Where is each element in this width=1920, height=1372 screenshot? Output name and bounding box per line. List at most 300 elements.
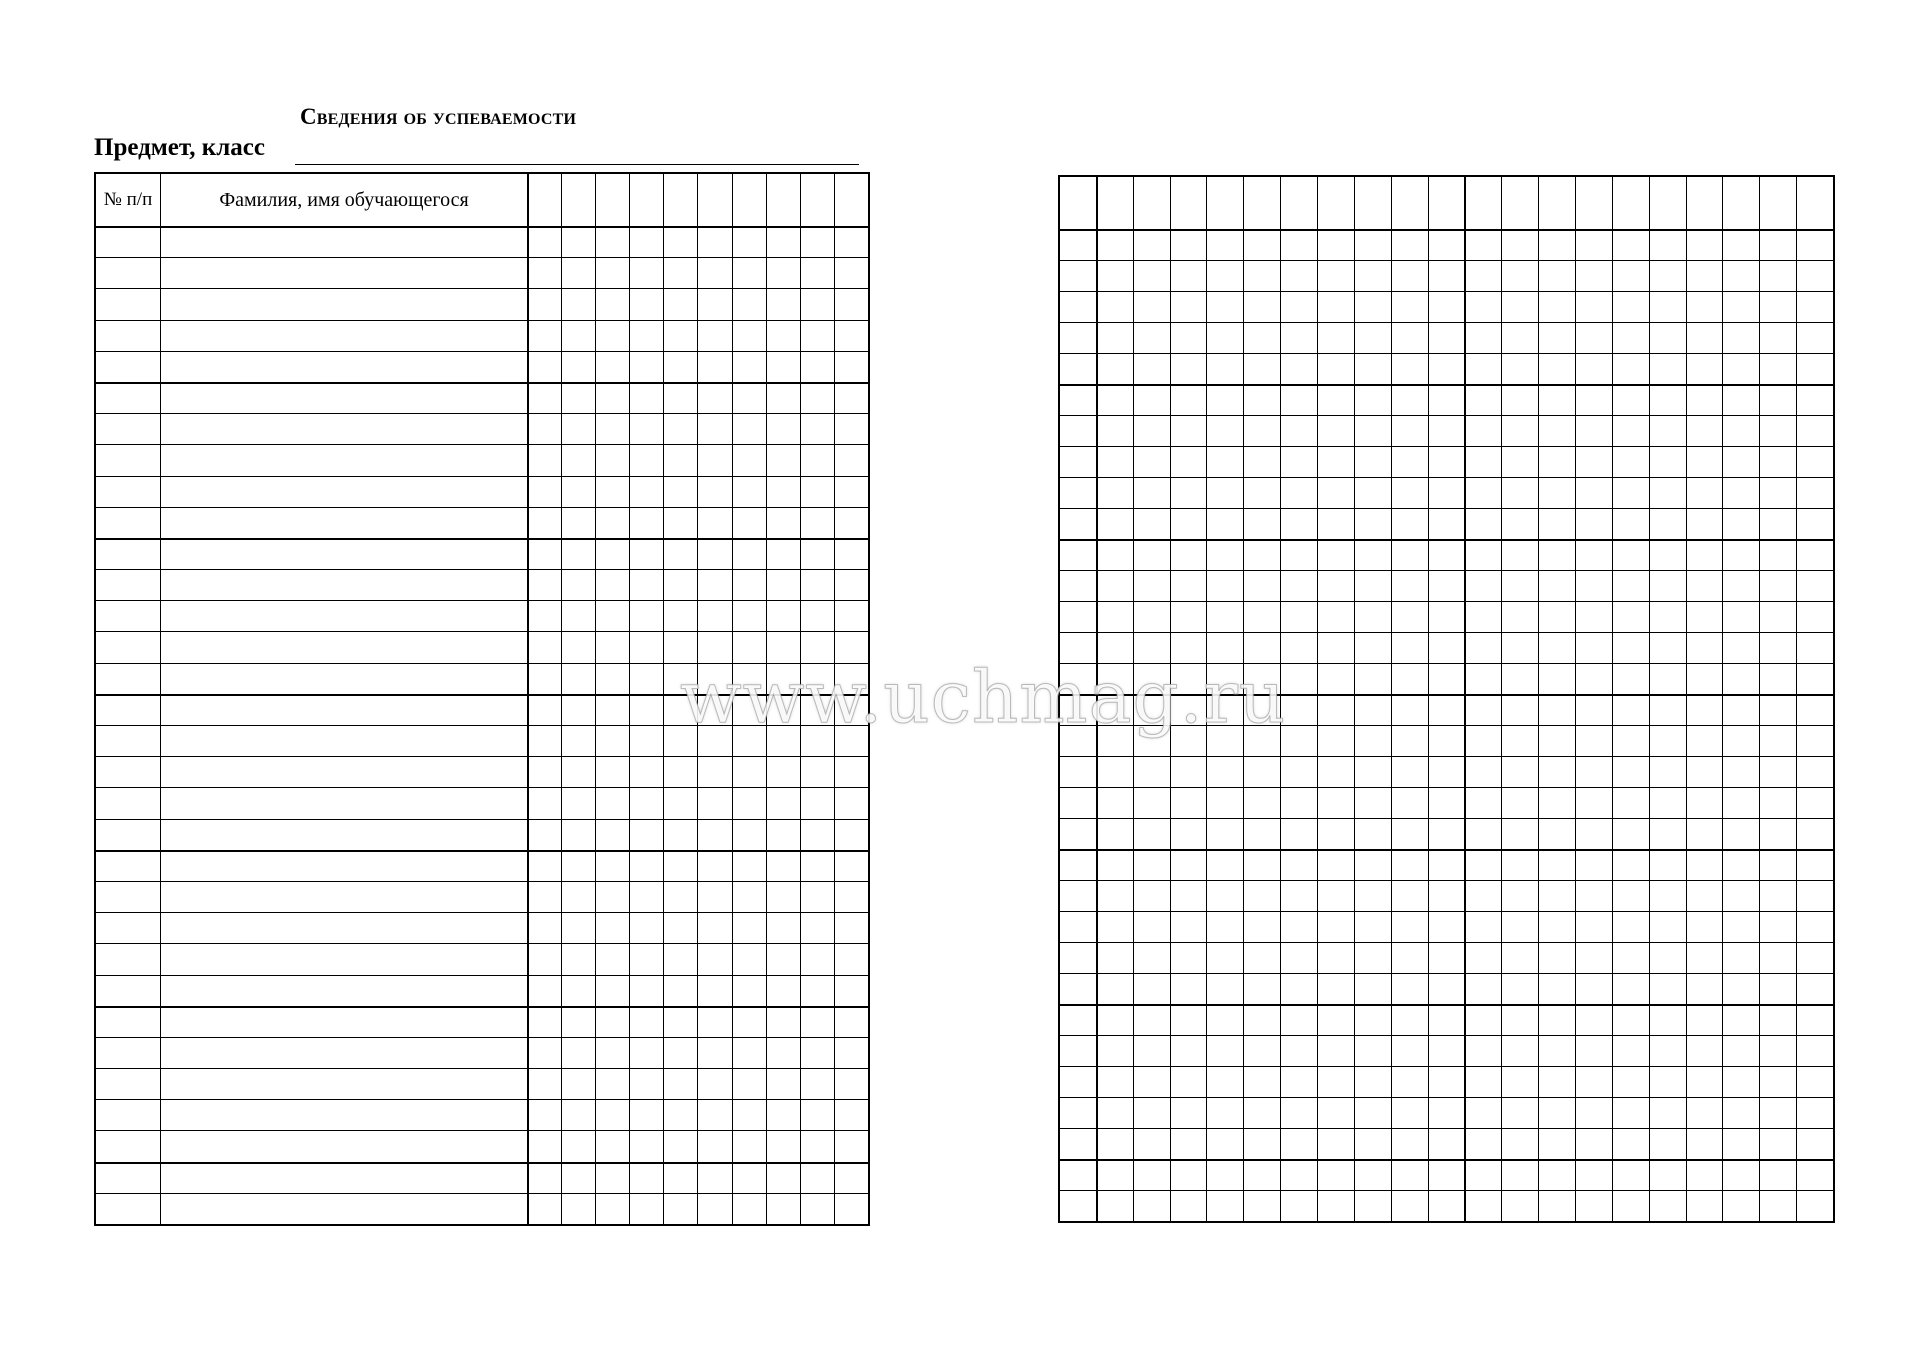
grade-cell[interactable] [1060, 1160, 1096, 1190]
grade-cell[interactable] [1797, 943, 1833, 973]
grade-cell[interactable] [1502, 354, 1538, 384]
grade-cell[interactable] [801, 445, 834, 475]
grade-cell[interactable] [1207, 974, 1243, 1004]
grade-cell[interactable] [1760, 540, 1796, 570]
grade-cell[interactable] [1539, 1005, 1575, 1035]
grade-cell[interactable] [1613, 912, 1649, 942]
grade-cell[interactable] [1244, 819, 1280, 849]
grade-cell[interactable] [1392, 974, 1428, 1004]
grade-cell[interactable] [1207, 478, 1243, 508]
row-number-cell[interactable] [96, 1163, 160, 1193]
grade-cell[interactable] [528, 851, 561, 881]
grade-cell[interactable] [1281, 1036, 1317, 1066]
grade-cell[interactable] [1281, 323, 1317, 353]
grade-cell[interactable] [528, 882, 561, 912]
grade-cell[interactable] [1244, 416, 1280, 446]
grade-cell[interactable] [801, 352, 834, 382]
grade-cell[interactable] [630, 913, 663, 943]
grade-cell[interactable] [767, 882, 800, 912]
student-name-cell[interactable] [161, 944, 527, 974]
grade-cell[interactable] [1465, 447, 1501, 477]
grade-cell[interactable] [1207, 1191, 1243, 1221]
grade-cell[interactable] [767, 788, 800, 818]
grade-cell[interactable] [1318, 571, 1354, 601]
grade-cell[interactable] [1687, 354, 1723, 384]
grade-cell[interactable] [1613, 478, 1649, 508]
grade-cell[interactable] [664, 570, 697, 600]
grade-cell[interactable] [1318, 540, 1354, 570]
grade-cell[interactable] [664, 289, 697, 319]
grade-cell[interactable] [733, 289, 766, 319]
grade-cell[interactable] [1723, 292, 1759, 322]
grade-cell[interactable] [1281, 664, 1317, 694]
grade-cell[interactable] [630, 1007, 663, 1037]
grade-cell[interactable] [1502, 726, 1538, 756]
grade-cell[interactable] [1502, 571, 1538, 601]
grade-cell[interactable] [1613, 447, 1649, 477]
grade-cell[interactable] [1244, 1005, 1280, 1035]
grade-cell[interactable] [664, 820, 697, 850]
grade-cell[interactable] [1650, 974, 1686, 1004]
grade-cell[interactable] [1244, 757, 1280, 787]
grade-cell[interactable] [1318, 757, 1354, 787]
grade-cell[interactable] [767, 289, 800, 319]
grade-cell[interactable] [1429, 850, 1465, 880]
grade-cell[interactable] [835, 726, 868, 756]
grade-cell[interactable] [1613, 695, 1649, 725]
grade-cell[interactable] [1650, 447, 1686, 477]
student-name-cell[interactable] [161, 539, 527, 569]
student-name-cell[interactable] [161, 321, 527, 351]
grade-cell[interactable] [1613, 230, 1649, 260]
grade-cell[interactable] [1060, 261, 1096, 291]
grade-cell[interactable] [528, 1069, 561, 1099]
grade-cell[interactable] [767, 321, 800, 351]
row-number-cell[interactable] [96, 414, 160, 444]
grade-cell[interactable] [1797, 664, 1833, 694]
grade-cell[interactable] [733, 445, 766, 475]
grade-cell[interactable] [1465, 974, 1501, 1004]
row-number-cell[interactable] [96, 1069, 160, 1099]
grade-cell[interactable] [596, 321, 629, 351]
grade-cell[interactable] [596, 414, 629, 444]
grade-cell[interactable] [1060, 819, 1096, 849]
grade-cell[interactable] [1539, 788, 1575, 818]
grade-cell[interactable] [1465, 571, 1501, 601]
grade-cell[interactable] [1207, 881, 1243, 911]
grade-cell[interactable] [1613, 1005, 1649, 1035]
grade-cell[interactable] [733, 352, 766, 382]
grade-cell[interactable] [1392, 540, 1428, 570]
grade-cell[interactable] [562, 913, 595, 943]
student-name-cell[interactable] [161, 477, 527, 507]
grade-cell[interactable] [1723, 726, 1759, 756]
grade-cell[interactable] [835, 445, 868, 475]
grade-cell[interactable] [1281, 819, 1317, 849]
grade-cell[interactable] [1576, 1036, 1612, 1066]
grade-cell[interactable] [528, 664, 561, 694]
grade-cell[interactable] [562, 1038, 595, 1068]
grade-cell[interactable] [1650, 726, 1686, 756]
grade-cell[interactable] [528, 383, 561, 413]
grade-cell[interactable] [1060, 447, 1096, 477]
grade-cell[interactable] [801, 882, 834, 912]
grade-cell[interactable] [1134, 602, 1170, 632]
grade-cell[interactable] [528, 976, 561, 1006]
grade-cell[interactable] [1318, 1191, 1354, 1221]
grade-cell[interactable] [1760, 1067, 1796, 1097]
grade-cell[interactable] [767, 227, 800, 257]
grade-cell[interactable] [1134, 416, 1170, 446]
grade-cell[interactable] [1097, 1191, 1133, 1221]
grade-cell[interactable] [1650, 1036, 1686, 1066]
grade-cell[interactable] [630, 726, 663, 756]
grade-cell[interactable] [1318, 1129, 1354, 1159]
grade-cell[interactable] [630, 757, 663, 787]
grade-cell[interactable] [1097, 943, 1133, 973]
grade-cell[interactable] [528, 289, 561, 319]
grade-cell[interactable] [1502, 540, 1538, 570]
grade-cell[interactable] [1723, 540, 1759, 570]
grade-cell[interactable] [1576, 602, 1612, 632]
grade-cell[interactable] [801, 726, 834, 756]
grade-cell[interactable] [1429, 385, 1465, 415]
grade-cell[interactable] [1207, 1067, 1243, 1097]
row-number-cell[interactable] [96, 1194, 160, 1224]
grade-cell[interactable] [801, 1007, 834, 1037]
grade-cell[interactable] [1355, 788, 1391, 818]
grade-cell[interactable] [1465, 726, 1501, 756]
grade-cell[interactable] [1207, 292, 1243, 322]
grade-cell[interactable] [1207, 602, 1243, 632]
row-number-cell[interactable] [96, 383, 160, 413]
grade-cell[interactable] [630, 882, 663, 912]
grade-cell[interactable] [1097, 230, 1133, 260]
grade-cell[interactable] [1723, 1067, 1759, 1097]
grade-cell[interactable] [1650, 912, 1686, 942]
grade-cell[interactable] [1650, 602, 1686, 632]
grade-cell[interactable] [1429, 602, 1465, 632]
grade-cell[interactable] [1134, 1036, 1170, 1066]
grade-cell[interactable] [1576, 571, 1612, 601]
grade-cell[interactable] [1760, 261, 1796, 291]
grade-cell[interactable] [1760, 819, 1796, 849]
grade-cell[interactable] [1650, 788, 1686, 818]
grade-cell[interactable] [1060, 1098, 1096, 1128]
student-name-cell[interactable] [161, 757, 527, 787]
grade-cell[interactable] [1171, 1129, 1207, 1159]
grade-cell[interactable] [1539, 881, 1575, 911]
grade-cell[interactable] [1097, 757, 1133, 787]
student-name-cell[interactable] [161, 1038, 527, 1068]
grade-cell[interactable] [1097, 1036, 1133, 1066]
grade-cell[interactable] [1244, 1098, 1280, 1128]
grade-cell[interactable] [801, 570, 834, 600]
row-number-cell[interactable] [96, 445, 160, 475]
grade-cell[interactable] [1318, 447, 1354, 477]
grade-cell[interactable] [562, 445, 595, 475]
grade-cell[interactable] [562, 258, 595, 288]
grade-cell[interactable] [733, 601, 766, 631]
grade-cell[interactable] [1539, 757, 1575, 787]
grade-cell[interactable] [1281, 633, 1317, 663]
grade-cell[interactable] [1355, 850, 1391, 880]
grade-cell[interactable] [767, 944, 800, 974]
grade-cell[interactable] [1723, 881, 1759, 911]
grade-cell[interactable] [1244, 354, 1280, 384]
grade-cell[interactable] [698, 976, 731, 1006]
grade-cell[interactable] [767, 913, 800, 943]
grade-cell[interactable] [1613, 633, 1649, 663]
grade-cell[interactable] [1244, 1160, 1280, 1190]
grade-cell[interactable] [630, 851, 663, 881]
grade-cell[interactable] [767, 664, 800, 694]
grade-cell[interactable] [1281, 850, 1317, 880]
grade-cell[interactable] [1355, 292, 1391, 322]
grade-cell[interactable] [1244, 633, 1280, 663]
grade-cell[interactable] [1134, 974, 1170, 1004]
grade-cell[interactable] [596, 695, 629, 725]
grade-cell[interactable] [698, 227, 731, 257]
grade-cell[interactable] [1576, 478, 1612, 508]
grade-cell[interactable] [1465, 323, 1501, 353]
grade-cell[interactable] [1318, 912, 1354, 942]
grade-cell[interactable] [1576, 850, 1612, 880]
grade-cell[interactable] [1760, 1098, 1796, 1128]
grade-cell[interactable] [562, 383, 595, 413]
grade-cell[interactable] [562, 570, 595, 600]
grade-cell[interactable] [835, 632, 868, 662]
grade-cell[interactable] [835, 352, 868, 382]
grade-cell[interactable] [1429, 1005, 1465, 1035]
grade-cell[interactable] [733, 570, 766, 600]
grade-cell[interactable] [664, 913, 697, 943]
grade-cell[interactable] [630, 539, 663, 569]
grade-cell[interactable] [1429, 757, 1465, 787]
grade-cell[interactable] [1429, 819, 1465, 849]
grade-cell[interactable] [1613, 819, 1649, 849]
grade-cell[interactable] [733, 383, 766, 413]
grade-cell[interactable] [1244, 385, 1280, 415]
grade-cell[interactable] [1318, 850, 1354, 880]
grade-cell[interactable] [1576, 726, 1612, 756]
grade-cell[interactable] [835, 1194, 868, 1224]
grade-cell[interactable] [1760, 1036, 1796, 1066]
grade-cell[interactable] [1318, 1036, 1354, 1066]
grade-cell[interactable] [1723, 788, 1759, 818]
grade-cell[interactable] [1760, 1191, 1796, 1221]
grade-cell[interactable] [1429, 695, 1465, 725]
grade-cell[interactable] [1797, 292, 1833, 322]
grade-cell[interactable] [801, 976, 834, 1006]
grade-cell[interactable] [630, 1163, 663, 1193]
grade-cell[interactable] [1760, 478, 1796, 508]
grade-cell[interactable] [1650, 695, 1686, 725]
student-name-cell[interactable] [161, 632, 527, 662]
grade-cell[interactable] [1281, 416, 1317, 446]
grade-cell[interactable] [1281, 509, 1317, 539]
grade-cell[interactable] [562, 1131, 595, 1161]
grade-cell[interactable] [733, 632, 766, 662]
grade-cell[interactable] [1355, 602, 1391, 632]
grade-cell[interactable] [1502, 478, 1538, 508]
grade-cell[interactable] [1465, 540, 1501, 570]
grade-cell[interactable] [596, 632, 629, 662]
grade-cell[interactable] [630, 321, 663, 351]
grade-cell[interactable] [1060, 726, 1096, 756]
grade-cell[interactable] [630, 664, 663, 694]
grade-cell[interactable] [1465, 478, 1501, 508]
grade-cell[interactable] [733, 539, 766, 569]
grade-cell[interactable] [1060, 850, 1096, 880]
grade-cell[interactable] [733, 1100, 766, 1130]
grade-cell[interactable] [1134, 1160, 1170, 1190]
grade-cell[interactable] [1281, 1098, 1317, 1128]
grade-cell[interactable] [1797, 509, 1833, 539]
grade-cell[interactable] [1576, 1160, 1612, 1190]
grade-cell[interactable] [1171, 416, 1207, 446]
grade-cell[interactable] [1355, 1098, 1391, 1128]
grade-cell[interactable] [1502, 416, 1538, 446]
grade-cell[interactable] [835, 414, 868, 444]
grade-cell[interactable] [1539, 819, 1575, 849]
grade-cell[interactable] [1502, 1160, 1538, 1190]
grade-cell[interactable] [1687, 540, 1723, 570]
row-number-cell[interactable] [96, 757, 160, 787]
student-name-cell[interactable] [161, 352, 527, 382]
grade-cell[interactable] [835, 227, 868, 257]
grade-cell[interactable] [1687, 819, 1723, 849]
grade-cell[interactable] [1281, 1005, 1317, 1035]
grade-cell[interactable] [1392, 819, 1428, 849]
grade-cell[interactable] [1207, 1005, 1243, 1035]
grade-cell[interactable] [1650, 509, 1686, 539]
grade-cell[interactable] [1539, 912, 1575, 942]
student-name-cell[interactable] [161, 1194, 527, 1224]
grade-cell[interactable] [596, 820, 629, 850]
grade-cell[interactable] [1134, 230, 1170, 260]
row-number-cell[interactable] [96, 913, 160, 943]
grade-cell[interactable] [1355, 478, 1391, 508]
grade-cell[interactable] [1134, 292, 1170, 322]
grade-cell[interactable] [698, 1100, 731, 1130]
grade-cell[interactable] [1760, 230, 1796, 260]
grade-cell[interactable] [733, 477, 766, 507]
grade-cell[interactable] [1060, 695, 1096, 725]
grade-cell[interactable] [1760, 571, 1796, 601]
row-number-cell[interactable] [96, 601, 160, 631]
grade-cell[interactable] [1134, 726, 1170, 756]
grade-cell[interactable] [1244, 1129, 1280, 1159]
grade-cell[interactable] [562, 1163, 595, 1193]
grade-cell[interactable] [698, 383, 731, 413]
grade-cell[interactable] [1576, 540, 1612, 570]
grade-cell[interactable] [1502, 695, 1538, 725]
grade-cell[interactable] [1650, 354, 1686, 384]
grade-cell[interactable] [1429, 1129, 1465, 1159]
grade-cell[interactable] [1539, 1036, 1575, 1066]
grade-cell[interactable] [801, 695, 834, 725]
grade-cell[interactable] [1207, 230, 1243, 260]
grade-cell[interactable] [767, 1038, 800, 1068]
grade-cell[interactable] [1723, 230, 1759, 260]
grade-cell[interactable] [1465, 788, 1501, 818]
grade-cell[interactable] [1060, 757, 1096, 787]
grade-cell[interactable] [1465, 1067, 1501, 1097]
grade-cell[interactable] [1060, 943, 1096, 973]
grade-cell[interactable] [528, 227, 561, 257]
grade-cell[interactable] [1429, 447, 1465, 477]
grade-cell[interactable] [767, 820, 800, 850]
grade-cell[interactable] [562, 1194, 595, 1224]
grade-cell[interactable] [630, 1038, 663, 1068]
grade-cell[interactable] [1760, 695, 1796, 725]
grade-cell[interactable] [1650, 540, 1686, 570]
grade-cell[interactable] [835, 477, 868, 507]
grade-cell[interactable] [1207, 726, 1243, 756]
grade-cell[interactable] [698, 757, 731, 787]
grade-cell[interactable] [1723, 1005, 1759, 1035]
grade-cell[interactable] [1760, 509, 1796, 539]
grade-cell[interactable] [1134, 912, 1170, 942]
grade-cell[interactable] [1613, 757, 1649, 787]
grade-cell[interactable] [1650, 633, 1686, 663]
grade-cell[interactable] [1650, 478, 1686, 508]
grade-cell[interactable] [1650, 323, 1686, 353]
grade-cell[interactable] [1465, 1036, 1501, 1066]
grade-cell[interactable] [1797, 1191, 1833, 1221]
grade-cell[interactable] [1355, 695, 1391, 725]
grade-cell[interactable] [1318, 261, 1354, 291]
grade-cell[interactable] [1171, 1067, 1207, 1097]
grade-cell[interactable] [1392, 850, 1428, 880]
grade-cell[interactable] [562, 695, 595, 725]
grade-cell[interactable] [767, 976, 800, 1006]
grade-cell[interactable] [1207, 943, 1243, 973]
grade-cell[interactable] [1244, 912, 1280, 942]
grade-cell[interactable] [767, 1069, 800, 1099]
grade-cell[interactable] [698, 944, 731, 974]
grade-cell[interactable] [1207, 850, 1243, 880]
student-name-cell[interactable] [161, 289, 527, 319]
grade-cell[interactable] [1797, 726, 1833, 756]
grade-cell[interactable] [1502, 819, 1538, 849]
grade-cell[interactable] [562, 601, 595, 631]
grade-cell[interactable] [1797, 1067, 1833, 1097]
grade-cell[interactable] [767, 726, 800, 756]
grade-cell[interactable] [698, 258, 731, 288]
grade-cell[interactable] [1097, 695, 1133, 725]
grade-cell[interactable] [801, 1038, 834, 1068]
grade-cell[interactable] [698, 414, 731, 444]
grade-cell[interactable] [1171, 850, 1207, 880]
grade-cell[interactable] [1797, 230, 1833, 260]
grade-cell[interactable] [1171, 788, 1207, 818]
grade-cell[interactable] [1465, 819, 1501, 849]
grade-cell[interactable] [596, 976, 629, 1006]
grade-cell[interactable] [1539, 323, 1575, 353]
row-number-cell[interactable] [96, 570, 160, 600]
grade-cell[interactable] [1797, 1129, 1833, 1159]
grade-cell[interactable] [1687, 416, 1723, 446]
grade-cell[interactable] [1650, 416, 1686, 446]
grade-cell[interactable] [1723, 695, 1759, 725]
grade-cell[interactable] [630, 508, 663, 538]
grade-cell[interactable] [1355, 881, 1391, 911]
grade-cell[interactable] [767, 632, 800, 662]
grade-cell[interactable] [1797, 788, 1833, 818]
grade-cell[interactable] [1650, 819, 1686, 849]
